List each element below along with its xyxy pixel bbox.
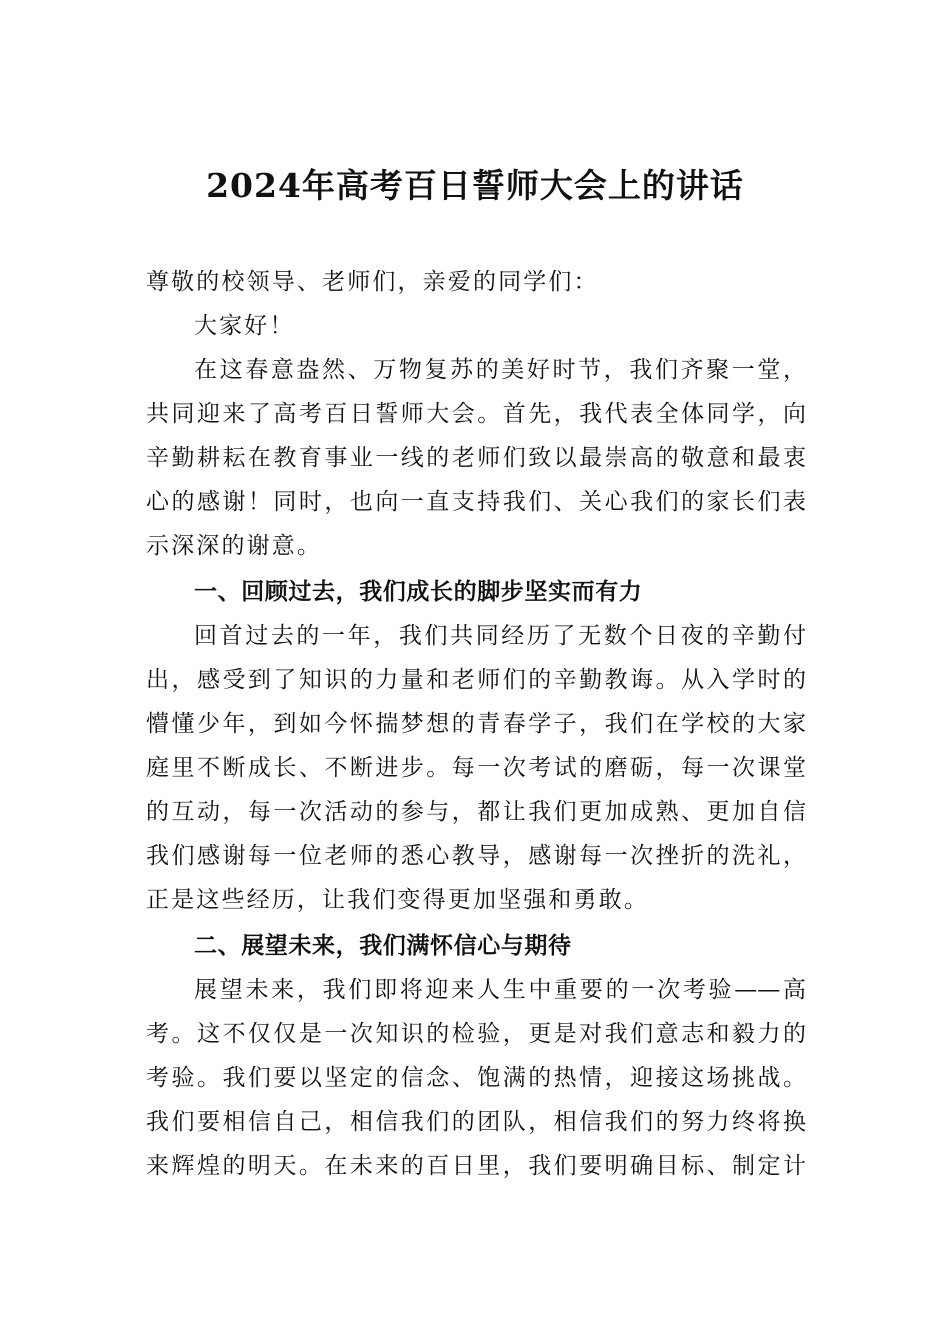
body-line: 共同迎来了高考百日誓师大会。首先，我代表全体同学，向 bbox=[146, 401, 806, 427]
body-line: 辛勤耕耘在教育事业一线的老师们致以最崇高的敬意和最衷 bbox=[146, 445, 806, 471]
salutation-line: 尊敬的校领导、老师们，亲爱的同学们： bbox=[146, 269, 599, 295]
body-line: 在这春意盎然、万物复苏的美好时节，我们齐聚一堂， bbox=[194, 357, 806, 383]
body-line: 来辉煌的明天。在未来的百日里，我们要明确目标、制定计 bbox=[146, 1153, 806, 1179]
section-heading-2: 二、展望未来，我们满怀信心与期待 bbox=[194, 933, 572, 959]
body-line: 懵懂少年，到如今怀揣梦想的青春学子，我们在学校的大家 bbox=[146, 711, 806, 737]
body-line: 我们感谢每一位老师的悉心教导，感谢每一次挫折的洗礼， bbox=[146, 843, 806, 869]
body-line: 心的感谢！同时，也向一直支持我们、关心我们的家长们表 bbox=[146, 489, 806, 515]
body-line: 考验。我们要以坚定的信念、饱满的热情，迎接这场挑战。 bbox=[146, 1065, 806, 1091]
body-line: 的互动，每一次活动的参与，都让我们更加成熟、更加自信 bbox=[146, 799, 806, 825]
body-line: 庭里不断成长、不断进步。每一次考试的磨砺，每一次课堂 bbox=[146, 755, 806, 781]
body-line: 我们要相信自己，相信我们的团队，相信我们的努力终将换 bbox=[146, 1109, 806, 1135]
body-line: 正是这些经历，让我们变得更加坚强和勇敢。 bbox=[146, 887, 649, 913]
section-heading-1: 一、回顾过去，我们成长的脚步坚实而有力 bbox=[194, 579, 643, 605]
body-line: 展望未来，我们即将迎来人生中重要的一次考验——高 bbox=[194, 977, 806, 1003]
body-line: 回首过去的一年，我们共同经历了无数个日夜的辛勤付 bbox=[194, 623, 806, 649]
body-line: 考。这不仅仅是一次知识的检验，更是对我们意志和毅力的 bbox=[146, 1021, 806, 1047]
body-line: 示深深的谢意。 bbox=[146, 533, 323, 559]
greeting-line: 大家好！ bbox=[194, 313, 295, 339]
document-title: 2024年高考百日誓师大会上的讲话 bbox=[206, 166, 744, 205]
body-line: 出，感受到了知识的力量和老师们的辛勤教诲。从入学时的 bbox=[146, 667, 806, 693]
